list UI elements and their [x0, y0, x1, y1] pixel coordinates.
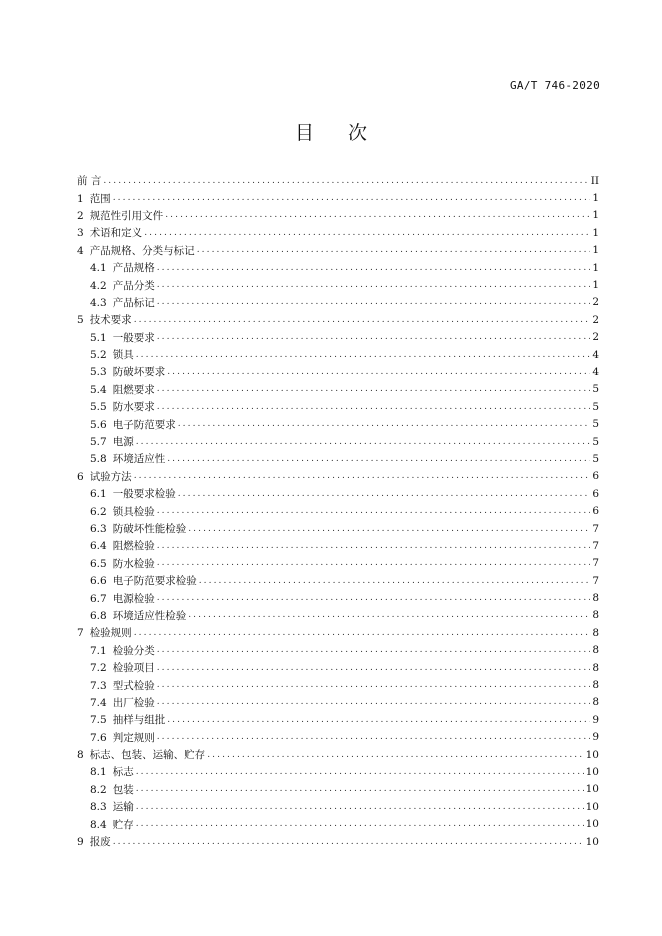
toc-entry-number: 6.8	[90, 609, 107, 622]
toc-entry-number: 7	[77, 627, 84, 640]
toc-entry[interactable]	[77, 833, 599, 850]
toc-entry-title: 阻燃检验	[112, 540, 155, 553]
toc-entry-title: 检验项目	[112, 662, 155, 675]
toc-entry-label	[77, 834, 111, 849]
toc-entry-label	[90, 817, 134, 832]
toc-entry-number: 8.1	[90, 766, 107, 779]
toc-entry[interactable]	[77, 172, 599, 189]
toc-entry-title: 产品规格、分类与标记	[89, 244, 195, 257]
toc-entry-title: 防水要求	[112, 401, 155, 414]
toc-leader-dots	[134, 471, 591, 481]
toc-entry-number: 7.4	[90, 696, 107, 709]
toc-entry-title: 出厂检验	[112, 696, 155, 709]
toc-entry-number: 6.6	[90, 575, 107, 588]
toc-entry[interactable]	[77, 729, 599, 746]
toc-leader-dots	[157, 402, 591, 412]
toc-leader-dots	[144, 228, 590, 238]
toc-entry-number: 5	[77, 314, 84, 327]
toc-entry-label	[90, 538, 155, 553]
toc-entry-number: 5.4	[90, 383, 107, 396]
toc-entry-number: 5.3	[90, 366, 107, 379]
toc-entry-title: 一般要求	[112, 331, 155, 344]
toc-entry[interactable]	[77, 798, 599, 815]
toc-entry-number: 8.4	[90, 818, 107, 831]
toc-leader-dots	[134, 628, 591, 638]
toc-entry[interactable]	[77, 572, 599, 589]
toc-entry-page: 6	[592, 470, 599, 483]
toc-entry-number: 4.1	[90, 262, 107, 275]
toc-entry-label	[90, 486, 176, 501]
toc-entry-number: 6.5	[90, 557, 107, 570]
toc-entry-title: 技术要求	[89, 314, 132, 327]
toc-entry-title: 包装	[112, 783, 134, 796]
toc-entry-page: 1	[592, 279, 599, 292]
toc-entry-page: 10	[585, 835, 599, 848]
toc-entry[interactable]	[77, 589, 599, 606]
toc-entry[interactable]	[77, 659, 599, 676]
toc-leader-dots	[157, 506, 591, 516]
toc-entry-page: 7	[592, 522, 599, 535]
toc-entry-number: 5.7	[90, 436, 107, 449]
toc-entry-label	[77, 469, 132, 484]
toc-entry-page: 5	[592, 383, 599, 396]
toc-entry-page: 8	[592, 644, 599, 657]
toc-entry-title: 型式检验	[112, 679, 155, 692]
toc-entry-title: 判定规则	[112, 731, 155, 744]
toc-entry-label	[90, 504, 155, 519]
toc-entry-label	[90, 764, 134, 779]
toc-entry-label	[90, 260, 155, 275]
toc-entry[interactable]	[77, 694, 599, 711]
toc-entry-title: 术语和定义	[89, 227, 143, 240]
toc-leader-dots	[165, 210, 590, 220]
toc-leader-dots	[157, 280, 591, 290]
toc-leader-dots	[136, 767, 584, 777]
toc-entry[interactable]	[77, 276, 599, 293]
toc-entry[interactable]	[77, 381, 599, 398]
toc-entry[interactable]	[77, 189, 599, 206]
toc-entry-number: 7.1	[90, 644, 107, 657]
toc-entry-page: 10	[585, 818, 599, 831]
toc-entry-title: 电子防范要求检验	[112, 575, 197, 588]
toc-entry[interactable]	[77, 763, 599, 780]
toc-entry-title: 运输	[112, 801, 134, 814]
toc-leader-dots	[157, 732, 591, 742]
toc-entry-page: 5	[592, 418, 599, 431]
toc-entry-label	[77, 625, 132, 640]
toc-entry-title: 标志	[112, 766, 134, 779]
toc-entry-title: 检验规则	[89, 627, 132, 640]
toc-entry-label	[90, 295, 155, 310]
toc-entry-title: 产品标记	[112, 296, 155, 309]
toc-entry-page: 7	[592, 574, 599, 587]
toc-entry-number: 8.2	[90, 783, 107, 796]
toc-entry-page: 10	[585, 783, 599, 796]
toc-entry-title: 阻燃要求	[112, 383, 155, 396]
toc-entry-number: 4	[77, 244, 84, 257]
toc-entry-page: 1	[592, 261, 599, 274]
toc-entry[interactable]	[77, 607, 599, 624]
toc-entry-page: 1	[592, 244, 599, 257]
toc-entry-label	[90, 451, 165, 466]
toc-leader-dots	[157, 558, 591, 568]
toc-entry-label	[90, 556, 155, 571]
toc-entry[interactable]	[77, 224, 599, 241]
toc-entry-number: 4.3	[90, 296, 107, 309]
toc-entry-label	[90, 417, 176, 432]
toc-leader-dots	[157, 297, 591, 307]
toc-entry-title: 抽样与组批	[112, 714, 166, 727]
toc-entry-label	[77, 243, 195, 258]
toc-leader-dots	[157, 263, 591, 273]
toc-entry-page: 8	[592, 679, 599, 692]
toc-entry[interactable]	[77, 311, 599, 328]
toc-entry-number: 6.4	[90, 540, 107, 553]
toc-entry-page: 6	[592, 487, 599, 500]
toc-entry-page: 1	[592, 209, 599, 222]
toc-entry-number: 5.2	[90, 349, 107, 362]
toc-leader-dots	[178, 419, 591, 429]
toc-entry[interactable]	[77, 711, 599, 728]
toc-entry-page: 8	[592, 696, 599, 709]
toc-leader-dots	[134, 315, 591, 325]
toc-entry-page: 7	[592, 539, 599, 552]
toc-entry-label	[77, 173, 101, 188]
toc-entry[interactable]	[77, 433, 599, 450]
toc-entry-title: 试验方法	[89, 470, 132, 483]
toc-entry-number: 6.2	[90, 505, 107, 518]
toc-entry[interactable]	[77, 485, 599, 502]
toc-entry-label	[90, 712, 165, 727]
toc-entry-title: 防水检验	[112, 557, 155, 570]
toc-leader-dots	[157, 384, 591, 394]
toc-entry-title: 电源	[112, 436, 134, 449]
toc-entry-title: 环境适应性检验	[112, 609, 187, 622]
toc-entry[interactable]	[77, 242, 599, 259]
toc-entry-label	[90, 364, 165, 379]
toc-entry-label	[90, 382, 155, 397]
toc-leader-dots	[199, 576, 591, 586]
toc-entry-label	[90, 799, 134, 814]
toc-entry-title: 检验分类	[112, 644, 155, 657]
toc-entry-number: 5.1	[90, 331, 107, 344]
toc-entry-number: 6.1	[90, 488, 107, 501]
toc-entry-number: 5.5	[90, 401, 107, 414]
toc-entry-page: 4	[592, 348, 599, 361]
document-number: GA/T 746-2020	[510, 79, 600, 92]
toc-leader-dots	[157, 593, 591, 603]
toc-entry-page: 2	[592, 313, 599, 326]
toc-leader-dots	[157, 697, 591, 707]
toc-entry-number: 3	[77, 227, 84, 240]
toc-entry[interactable]	[77, 207, 599, 224]
toc-entry-number: 6.3	[90, 523, 107, 535]
toc-leader-dots	[167, 454, 590, 464]
toc-entry-label	[90, 399, 155, 414]
toc-entry[interactable]	[77, 363, 599, 380]
toc-entry-number: 2	[77, 209, 84, 222]
toc-entry[interactable]	[77, 746, 599, 763]
toc-leader-dots	[157, 680, 591, 690]
toc-leader-dots	[178, 489, 591, 499]
toc-entry-page: 2	[592, 296, 599, 309]
toc-entry-title: 防破坏要求	[112, 366, 166, 379]
toc-entry[interactable]	[77, 415, 599, 432]
toc-leader-dots	[157, 645, 591, 655]
toc-entry-page: 7	[592, 557, 599, 570]
toc-leader-dots	[167, 367, 590, 377]
toc-entry-title: 锁具检验	[112, 505, 155, 518]
toc-entry-number: 4.2	[90, 279, 107, 292]
toc-entry[interactable]	[77, 676, 599, 693]
toc-entry-number: 7.5	[90, 714, 107, 727]
toc-entry-page: 9	[592, 731, 599, 744]
toc-entry-page: 9	[592, 713, 599, 726]
toc-leader-dots	[157, 541, 591, 551]
toc-entry-page: 4	[592, 365, 599, 378]
toc-leader-dots	[136, 802, 584, 812]
toc-entry-title: 产品规格	[112, 262, 155, 275]
page-title: 目 次	[294, 122, 382, 144]
toc-entry-title: 标志、包装、运输、贮存	[89, 749, 206, 762]
toc-entry-label	[90, 730, 155, 745]
toc-leader-dots	[113, 193, 591, 203]
toc-entry-title: 产品分类	[112, 279, 155, 292]
toc-entry-number: 7.6	[90, 731, 107, 744]
toc-entry-page: 5	[592, 435, 599, 448]
toc-entry-title: 一般要求检验	[112, 488, 176, 501]
toc-entry-label	[77, 747, 205, 762]
toc-entry-number: 1	[77, 192, 84, 205]
toc-entry-page: 8	[592, 592, 599, 605]
toc-entry-page: 5	[592, 452, 599, 465]
toc-entry-page: 10	[585, 800, 599, 813]
toc-leader-dots	[188, 610, 590, 620]
toc-leader-dots	[167, 715, 590, 725]
toc-entry-label	[90, 521, 186, 536]
toc-entry[interactable]	[77, 624, 599, 641]
toc-leader-dots	[136, 437, 591, 447]
toc-leader-dots	[157, 663, 591, 673]
toc-entry-label	[90, 347, 134, 362]
toc-entry[interactable]	[77, 259, 599, 276]
toc-entry-page: 1	[592, 192, 599, 205]
toc-entry-label	[77, 208, 163, 223]
toc-entry[interactable]	[77, 502, 599, 519]
toc-entry[interactable]	[77, 294, 599, 311]
toc-entry-label	[90, 782, 134, 797]
toc-entry-title: 报废	[89, 836, 111, 849]
toc-entry[interactable]	[77, 398, 599, 415]
toc-entry-number: 6.7	[90, 592, 107, 605]
toc-entry-label	[90, 573, 197, 588]
toc-entry-number: 9	[77, 836, 84, 849]
toc-entry-page: 10	[585, 748, 599, 761]
toc-entry-title: 前 言	[77, 175, 102, 188]
toc-entry-number: 6	[77, 470, 84, 483]
toc-entry-title: 环境适应性	[112, 453, 166, 466]
toc-entry-page: 1	[592, 226, 599, 239]
toc-entry-label	[90, 278, 155, 293]
toc-entry[interactable]	[77, 555, 599, 572]
toc-leader-dots	[136, 819, 584, 829]
toc-leader-dots	[197, 245, 591, 255]
toc-entry-label	[90, 695, 155, 710]
toc-leader-dots	[103, 176, 588, 186]
toc-leader-dots	[157, 332, 591, 342]
toc-entry-title: 规范性引用文件	[89, 209, 164, 222]
toc-entry-page: 6	[592, 505, 599, 518]
toc-entry-label	[90, 591, 155, 606]
toc-entry-label	[77, 312, 132, 327]
toc-entry-label	[77, 191, 111, 206]
toc-entry-title: 贮存	[112, 818, 134, 831]
toc-entry-title: 防破坏性能检验	[112, 523, 187, 535]
toc-entry[interactable]	[77, 468, 599, 485]
toc-entry-label	[90, 643, 155, 658]
toc-entry-number: 8.3	[90, 801, 107, 814]
toc-entry-number: 8	[77, 749, 84, 762]
toc-entry[interactable]	[77, 642, 599, 659]
toc-leader-dots	[188, 524, 590, 534]
toc-entry-label	[90, 434, 134, 449]
toc-entry[interactable]	[77, 520, 599, 537]
toc-entry-title: 锁具	[112, 349, 134, 362]
toc-entry-page: 8	[592, 626, 599, 639]
toc-entry[interactable]	[77, 329, 599, 346]
toc-entry-label	[77, 225, 142, 240]
toc-entry[interactable]	[77, 346, 599, 363]
toc-leader-dots	[136, 350, 591, 360]
toc-entry-page: 5	[592, 400, 599, 413]
toc-entry[interactable]	[77, 781, 599, 798]
toc-entry-title: 范围	[89, 192, 111, 205]
toc-entry-label	[90, 678, 155, 693]
toc-entry-label	[90, 660, 155, 675]
table-of-contents	[77, 172, 599, 850]
toc-leader-dots	[136, 784, 584, 794]
toc-entry-number: 7.2	[90, 662, 107, 675]
toc-entry-label	[90, 608, 186, 623]
toc-entry-title: 电子防范要求	[112, 418, 176, 431]
toc-entry-page: 2	[592, 331, 599, 344]
toc-entry-page: 10	[585, 765, 599, 778]
toc-entry-title: 电源检验	[112, 592, 155, 605]
toc-entry-label	[90, 330, 155, 345]
toc-entry[interactable]	[77, 537, 599, 554]
toc-entry-number: 7.3	[90, 679, 107, 692]
toc-entry-page: 8	[592, 609, 599, 622]
toc-entry-number: 5.6	[90, 418, 107, 431]
toc-entry[interactable]	[77, 815, 599, 832]
toc-leader-dots	[113, 837, 584, 847]
toc-entry-page: 8	[592, 661, 599, 674]
toc-entry[interactable]	[77, 450, 599, 467]
toc-leader-dots	[207, 750, 583, 760]
toc-entry-number: 5.8	[90, 453, 107, 466]
toc-entry-page: II	[590, 174, 599, 187]
